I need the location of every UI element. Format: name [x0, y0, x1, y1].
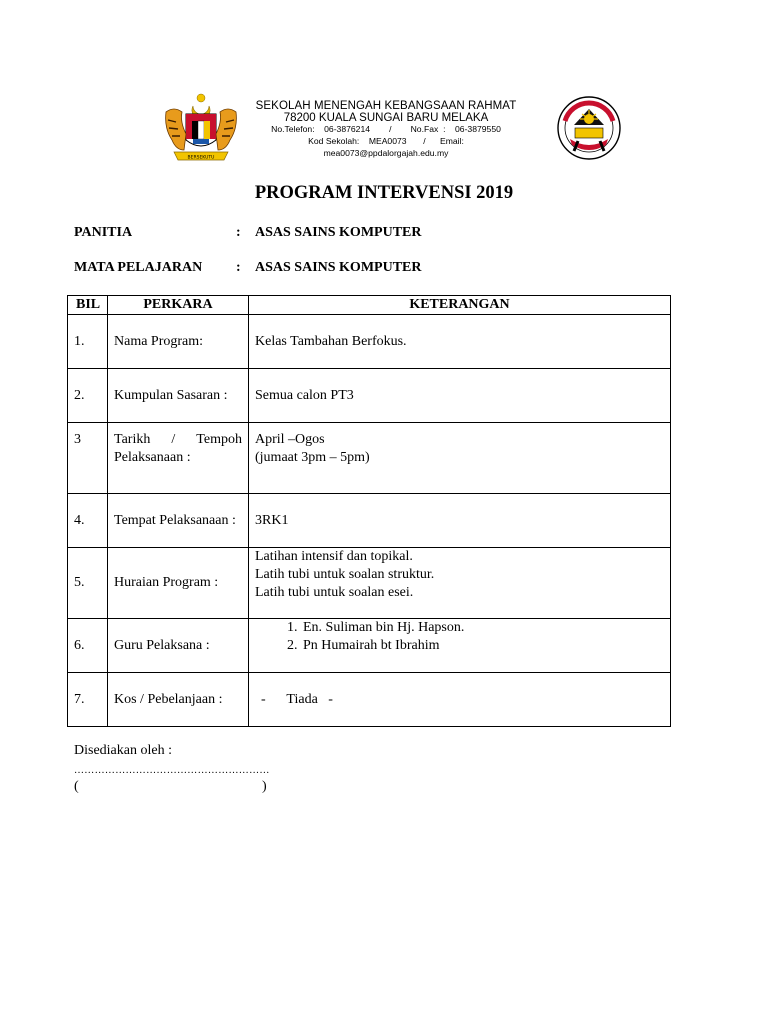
keterangan-line: Latih tubi untuk soalan struktur.: [255, 567, 435, 582]
table-row: [68, 315, 671, 369]
row-bil: 2.: [68, 369, 108, 423]
row-keterangan: - Tiada -: [249, 673, 671, 727]
svg-text:BERSEKUTU: BERSEKUTU: [187, 155, 215, 161]
signature-dotted-line: …………………………………………………: [74, 765, 270, 776]
row-perkara: [108, 423, 249, 494]
row-keterangan: 3RK1: [249, 494, 671, 548]
keterangan-line: Latih tubi untuk soalan esei.: [255, 585, 414, 600]
row-perkara: Huraian Program :: [108, 548, 249, 619]
mata-pelajaran-label: MATA PELAJARAN: [74, 260, 203, 275]
header-perkara: PERKARA: [108, 296, 249, 315]
row-keterangan: [249, 619, 671, 673]
row-keterangan: [249, 548, 671, 619]
perkara-tarikh: Tarikh: [114, 432, 151, 447]
row-bil: 4.: [68, 494, 108, 548]
page-title: PROGRAM INTERVENSI 2019: [254, 183, 514, 203]
school-name: SEKOLAH MENENGAH KEBANGSAAN RAHMAT: [255, 100, 517, 112]
row-bil: 5.: [68, 548, 108, 619]
school-code: Kod Sekolah: MEA0073 / Email:: [308, 136, 464, 146]
keterangan-line: (jumaat 3pm – 5pm): [255, 450, 370, 465]
guru-list: [255, 619, 664, 655]
panitia-colon: :: [236, 225, 241, 240]
row-perkara: Nama Program:: [108, 315, 249, 369]
program-table: [67, 295, 671, 727]
row-perkara: Kumpulan Sasaran :: [108, 369, 249, 423]
malaysia-coat-of-arms-icon: [160, 92, 242, 166]
header-bil: BIL: [68, 296, 108, 315]
row-perkara: Guru Pelaksana :: [108, 619, 249, 673]
panitia-label: PANITIA: [74, 225, 133, 240]
close-paren: ): [262, 779, 267, 794]
school-email: mea0073@ppdalorgajah.edu.my: [323, 148, 449, 158]
perkara-slash: /: [171, 432, 176, 447]
perkara-pelaksanaan: Pelaksanaan :: [114, 450, 191, 465]
open-paren: (: [74, 779, 79, 794]
school-address: 78200 KUALA SUNGAI BARU MELAKA: [283, 112, 489, 124]
row-perkara: Kos / Pebelanjaan :: [108, 673, 249, 727]
list-item: 2. Pn Humairah bt Ibrahim: [301, 637, 664, 655]
table-row: [68, 548, 671, 619]
table-row: [68, 423, 671, 494]
table-header-row: [68, 296, 671, 315]
panitia-value: ASAS SAINS KOMPUTER: [255, 225, 422, 240]
row-bil: 3: [68, 423, 108, 494]
row-perkara: Tempat Pelaksanaan :: [108, 494, 249, 548]
row-keterangan: Semua calon PT3: [249, 369, 671, 423]
row-bil: 1.: [68, 315, 108, 369]
row-keterangan: Kelas Tambahan Berfokus.: [249, 315, 671, 369]
school-crest-icon: [556, 95, 622, 161]
header-keterangan: KETERANGAN: [249, 296, 671, 315]
table-row: [68, 673, 671, 727]
school-phone-fax: No.Telefon: 06-3876214 / No.Fax : 06-3879550: [271, 124, 501, 134]
keterangan-line: April –Ogos: [255, 432, 325, 447]
table-row: [68, 494, 671, 548]
prepared-by-label: Disediakan oleh :: [74, 743, 172, 758]
keterangan-line: Latihan intensif dan topikal.: [255, 549, 413, 564]
list-item: 1. En. Suliman bin Hj. Hapson.: [301, 619, 664, 637]
row-keterangan: [249, 423, 671, 494]
mata-pelajaran-value: ASAS SAINS KOMPUTER: [255, 260, 422, 275]
row-bil: 7.: [68, 673, 108, 727]
mata-pelajaran-colon: :: [236, 260, 241, 275]
perkara-tempoh: Tempoh: [196, 432, 242, 447]
table-row: [68, 619, 671, 673]
table-row: [68, 369, 671, 423]
row-bil: 6.: [68, 619, 108, 673]
